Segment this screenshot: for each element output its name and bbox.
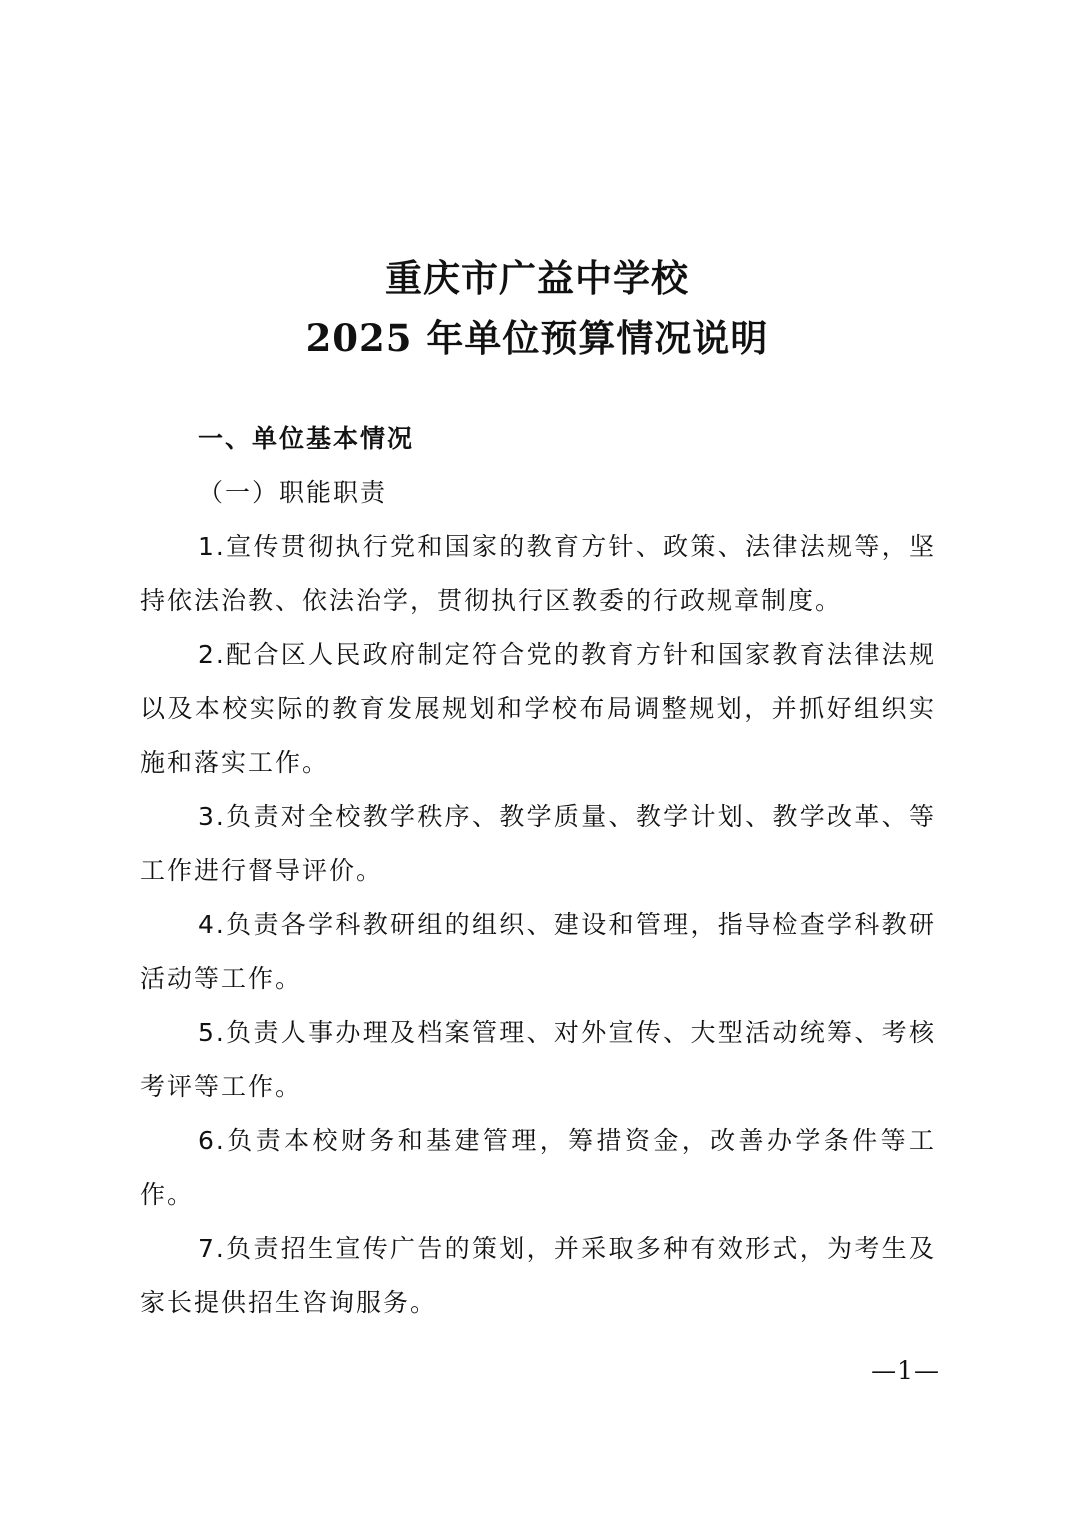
paragraph-5: 5.负责人事办理及档案管理、对外宣传、大型活动统筹、考核考评等工作。 <box>140 1018 936 1101</box>
title-line-1: 重庆市广益中学校 <box>385 256 689 300</box>
paragraph-2: 2.配合区人民政府制定符合党的教育方针和国家教育法律法规以及本校实际的教育发展规划和学校布局调整规划，并抓好组织实施和落实工作。 <box>140 640 936 777</box>
document-body <box>140 412 936 1330</box>
paragraph-4: 4.负责各学科教研组的组织、建设和管理，指导检查学科教研活动等工作。 <box>140 910 936 993</box>
subsection-heading: （一）职能职责 <box>198 478 388 507</box>
title-line-2: 2025 年单位预算情况说明 <box>305 316 769 360</box>
paragraph-3: 3.负责对全校教学秩序、教学质量、教学计划、教学改革、等工作进行督导评价。 <box>140 802 936 885</box>
section-heading: 一、单位基本情况 <box>198 424 415 453</box>
paragraph-6: 6.负责本校财务和基建管理，筹措资金，改善办学条件等工作。 <box>140 1126 936 1209</box>
document-title <box>0 248 1074 368</box>
paragraph-1: 1.宣传贯彻执行党和国家的教育方针、政策、法律法规等，坚持依法治教、依法治学，贯彻执行区教委的行政规章制度。 <box>140 532 936 615</box>
page-number: —1— <box>871 1356 940 1385</box>
paragraph-7: 7.负责招生宣传广告的策划，并采取多种有效形式，为考生及家长提供招生咨询服务。 <box>140 1234 936 1317</box>
